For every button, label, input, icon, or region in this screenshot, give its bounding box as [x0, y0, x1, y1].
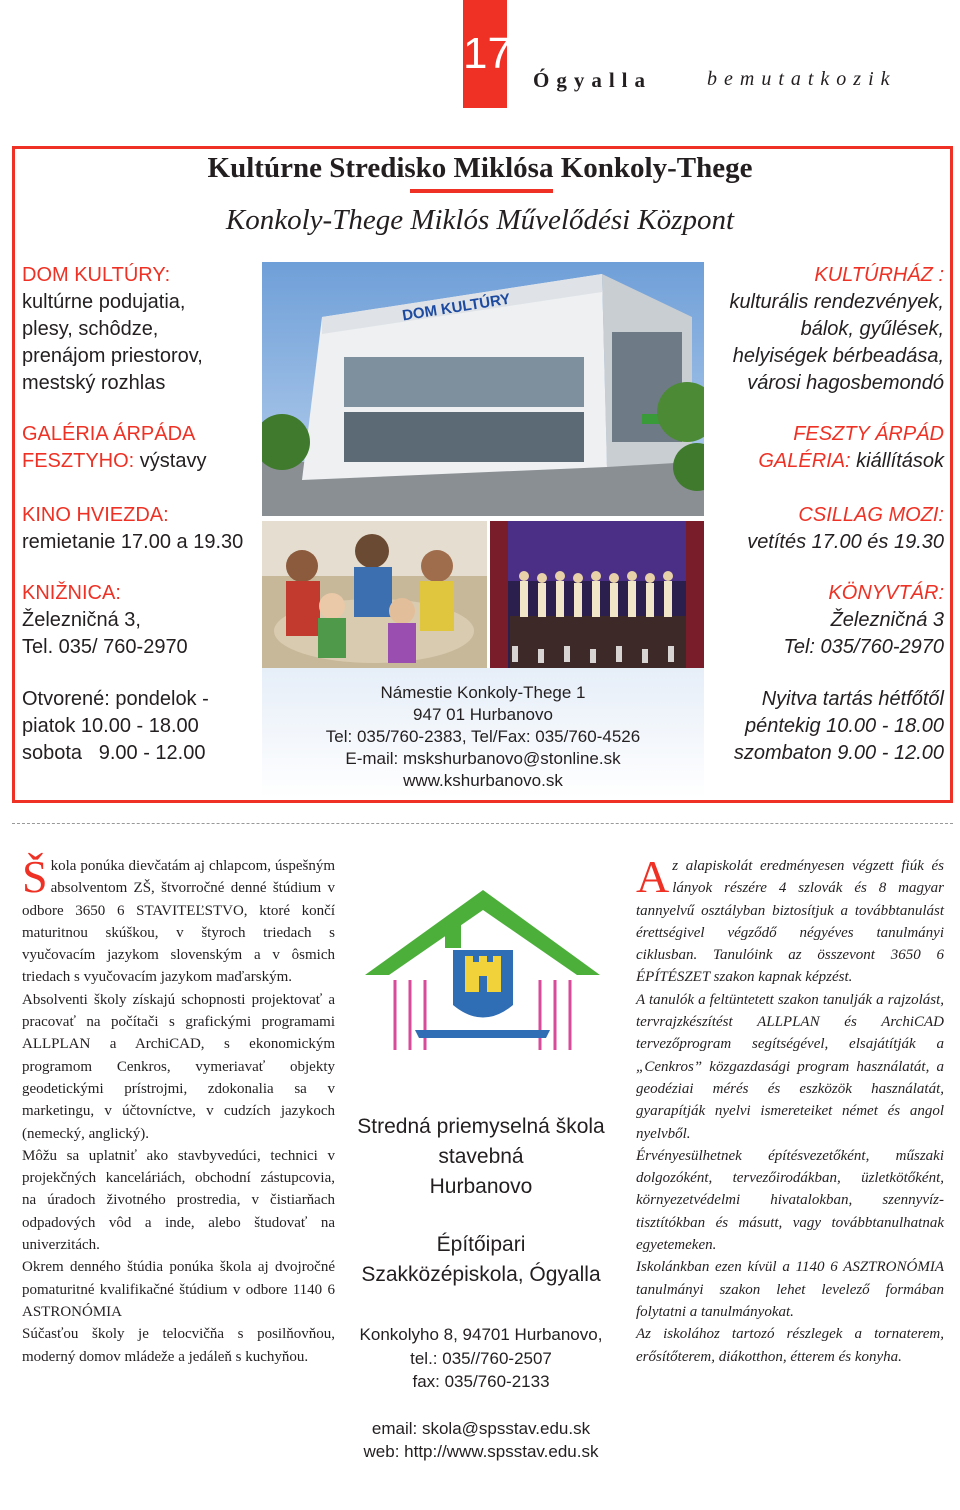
- school-name-line: Szakközépiskola, Ógyalla: [361, 1263, 601, 1286]
- left-heading: KNIŽNICA:: [22, 582, 121, 604]
- address-box: [262, 668, 704, 798]
- left-block-kino: [22, 502, 243, 556]
- school-paragraph: [636, 851, 944, 989]
- address-line: 947 01 Hurbanovo: [413, 705, 553, 724]
- school-text-slovak: [22, 851, 335, 1368]
- right-block-galeria: [700, 421, 944, 475]
- left-block-dom-kultury: [22, 262, 203, 397]
- building-sign-text: DOM KULTÚRY: [401, 290, 512, 325]
- right-heading: FESZTY ÁRPÁD: [793, 423, 944, 445]
- left-heading: FESZTYHO:: [22, 450, 135, 472]
- title-hungarian: Konkoly-Thege Miklós Művelődési Központ: [225, 204, 735, 236]
- school-name-line: stavebná: [438, 1145, 524, 1168]
- right-heading: GALÉRIA:: [758, 450, 851, 472]
- left-line: kultúrne podujatia,: [22, 291, 186, 313]
- right-line: Železničná 3: [830, 609, 944, 631]
- left-line: mestský rozhlas: [22, 372, 166, 394]
- school-name-hu: [340, 1230, 622, 1290]
- left-heading: GALÉRIA ÁRPÁDA: [22, 423, 196, 445]
- school-name-sk: [340, 1112, 622, 1202]
- school-logo: [355, 880, 610, 1060]
- left-block-kniznica: [22, 580, 188, 661]
- school-paragraph: Súčasťou školy je telocvičňa s posilňovňou, moderný domov mládeže a jedáleň s kuchyňou.: [22, 1326, 335, 1365]
- building-photo: [262, 262, 704, 516]
- dropcap: A: [636, 851, 670, 902]
- school-address: [340, 1323, 622, 1394]
- right-line: kulturális rendezvények,: [729, 291, 944, 313]
- header-town: Ógyalla: [533, 68, 653, 92]
- right-line: Nyitva tartás hétfőtől: [761, 688, 944, 710]
- right-line: péntekig 10.00 - 18.00: [744, 715, 944, 737]
- school-paragraph: Absolventi školy získajú schopnosti projektovať a pracovať na počítači s grafickými programami ALLPLAN a ArchiCAD, s ekonomickým programom Cenkros, vymeriavať objekty geodetickými prístrojmi, zdokonalia sa v marketingu, v účtovníctve, v cudzích jazykoch (nemecký, anglický).: [22, 991, 335, 1142]
- right-block-mozi: [700, 502, 944, 556]
- right-block-konyvtar: [700, 580, 944, 661]
- school-email[interactable]: email: skola@spsstav.edu.sk: [371, 1419, 591, 1438]
- school-address-line: Konkolyho 8, 94701 Hurbanovo,: [359, 1325, 603, 1344]
- school-address-line: fax: 035/760-2133: [412, 1372, 550, 1391]
- school-name-line: Építőipari: [436, 1233, 526, 1256]
- right-line: szombaton 9.00 - 12.00: [733, 742, 944, 764]
- school-address-line: tel.: 035//760-2507: [410, 1348, 552, 1368]
- paragraph-text: kola ponúka dievčatám aj chlapcom, úspešným absolventom ZŠ, štvorročné denné štúdium v odbore 3650 6 STAVITEĽSTVO, ktoré končí maturitnou skúškou, v štyroch triedach s vyučovacím jazykom slovenským a v ôsmich triedach s vyučovacím jazykom maďarským.: [22, 858, 335, 986]
- school-paragraph: A tanulók a feltüntetett szakon tanulják a rajzolást, tervrajzkészítést ALLPLAN és ArchiCAD tervezőprogram segítségével, elsajátítják a „Cenkros” közgazdasági program használatát, a geodéziai mérés és eszközök használatát, gyarapítják nyelvi ismereteiket német és angol nyelvből.: [636, 991, 944, 1142]
- left-line: remietanie 17.00 a 19.30: [22, 531, 244, 553]
- school-text-hungarian: [636, 851, 944, 1368]
- emblem-icon: [453, 950, 513, 1018]
- left-line: výstavy: [134, 450, 207, 472]
- school-web[interactable]: web: http://www.spsstav.edu.sk: [363, 1442, 599, 1461]
- right-line: bálok, gyűlések,: [800, 318, 944, 340]
- right-heading: CSILLAG MOZI:: [798, 504, 944, 526]
- left-line: piatok 10.00 - 18.00: [22, 715, 199, 737]
- left-heading: DOM KULTÚRY:: [22, 264, 171, 286]
- left-line: sobota 9.00 - 12.00: [22, 742, 206, 764]
- left-line: Železničná 3,: [22, 609, 141, 631]
- right-heading: KULTÚRHÁZ :: [814, 264, 944, 286]
- right-line: vetítés 17.00 és 19.30: [747, 531, 944, 553]
- right-line: kiállítások: [850, 450, 944, 472]
- title-rule: [410, 189, 553, 193]
- school-name-line: Hurbanovo: [429, 1175, 533, 1198]
- right-line: helyiségek bérbeadása,: [732, 345, 944, 367]
- left-line: Otvorené: pondelok -: [22, 688, 209, 710]
- page-number: 17: [463, 0, 507, 108]
- school-paragraph: Iskolánkban ezen kívül a 1140 6 ASZTRONÓMIA tanulmányi szakon lehet levelező formában folytatni a tanulmányokat.: [636, 1259, 944, 1320]
- section-separator: [12, 823, 953, 824]
- address-line: Tel: 035/760-2383, Tel/Fax: 035/760-4526: [325, 727, 641, 746]
- address-line: www.kshurbanovo.sk: [403, 771, 563, 790]
- address-line: Námestie Konkoly-Thege 1: [380, 683, 586, 702]
- left-block-galeria: [22, 421, 206, 475]
- left-heading: KINO HVIEZDA:: [22, 504, 169, 526]
- school-name-line: Stredná priemyselná škola: [357, 1115, 605, 1138]
- left-line: prenájom priestorov,: [22, 345, 203, 367]
- header-subtitle: bemutatkozik: [707, 68, 897, 90]
- school-contact: [340, 1417, 622, 1463]
- school-paragraph: Az iskolához tartozó részlegek a tornaterem, erősítőterem, diákotthon, étterem és konyha.: [636, 1326, 944, 1365]
- left-line: plesy, schôdze,: [22, 318, 159, 340]
- right-heading: KÖNYVTÁR:: [828, 582, 944, 604]
- right-line: Tel: 035/760-2970: [783, 636, 944, 658]
- right-block-kulturhaz: [700, 262, 944, 397]
- school-paragraph: Érvényesülhetnek építésvezetőként, műszaki dolgozóként, tervezőirodákban, üzletkötőként, környezetvédelmi hivatalokban, szennyvíz-tisztítókban és másutt, vagy továbbtanulhatnak egyetemeken.: [636, 1147, 944, 1254]
- right-block-hours: [700, 686, 944, 767]
- address-line: E-mail: mskshurbanovo@stonline.sk: [345, 749, 621, 768]
- school-paragraph: Môžu sa uplatniť ako stavbyvedúci, technici v projekčných kanceláriách, obchodní zástupcovia, na úradoch životného prostredia, v čistiarňach odpadových vôd a inde, alebo študovať na univerzitách.: [22, 1147, 335, 1254]
- stage-photo: [490, 521, 704, 668]
- left-line: Tel. 035/ 760-2970: [22, 636, 188, 658]
- right-line: városi hagosbemondó: [747, 372, 944, 394]
- school-paragraph: [22, 851, 335, 989]
- title-slovak: Kultúrne Stredisko Miklósa Konkoly-Thege: [207, 152, 753, 184]
- paragraph-text: z alapiskolát eredményesen végzett fiúk és lányok részére 4 szlovák és 8 magyar tannyelvű osztályban biztosítjuk a továbbtanulást érettségivel végződő négyéves tanulmányi ciklusban. Tanulóink az összevont 3650 6 ÉPÍTÉSZET szakon kapnak képzést.: [636, 858, 944, 986]
- school-paragraph: Okrem denného štúdia ponúka škola aj dvojročné pomaturitné kvalifikačné štúdium v odbore 1140 6 ASTRONÓMIA: [22, 1259, 335, 1320]
- left-block-hours: [22, 686, 209, 767]
- dropcap: Š: [22, 851, 48, 902]
- children-photo: [262, 521, 487, 668]
